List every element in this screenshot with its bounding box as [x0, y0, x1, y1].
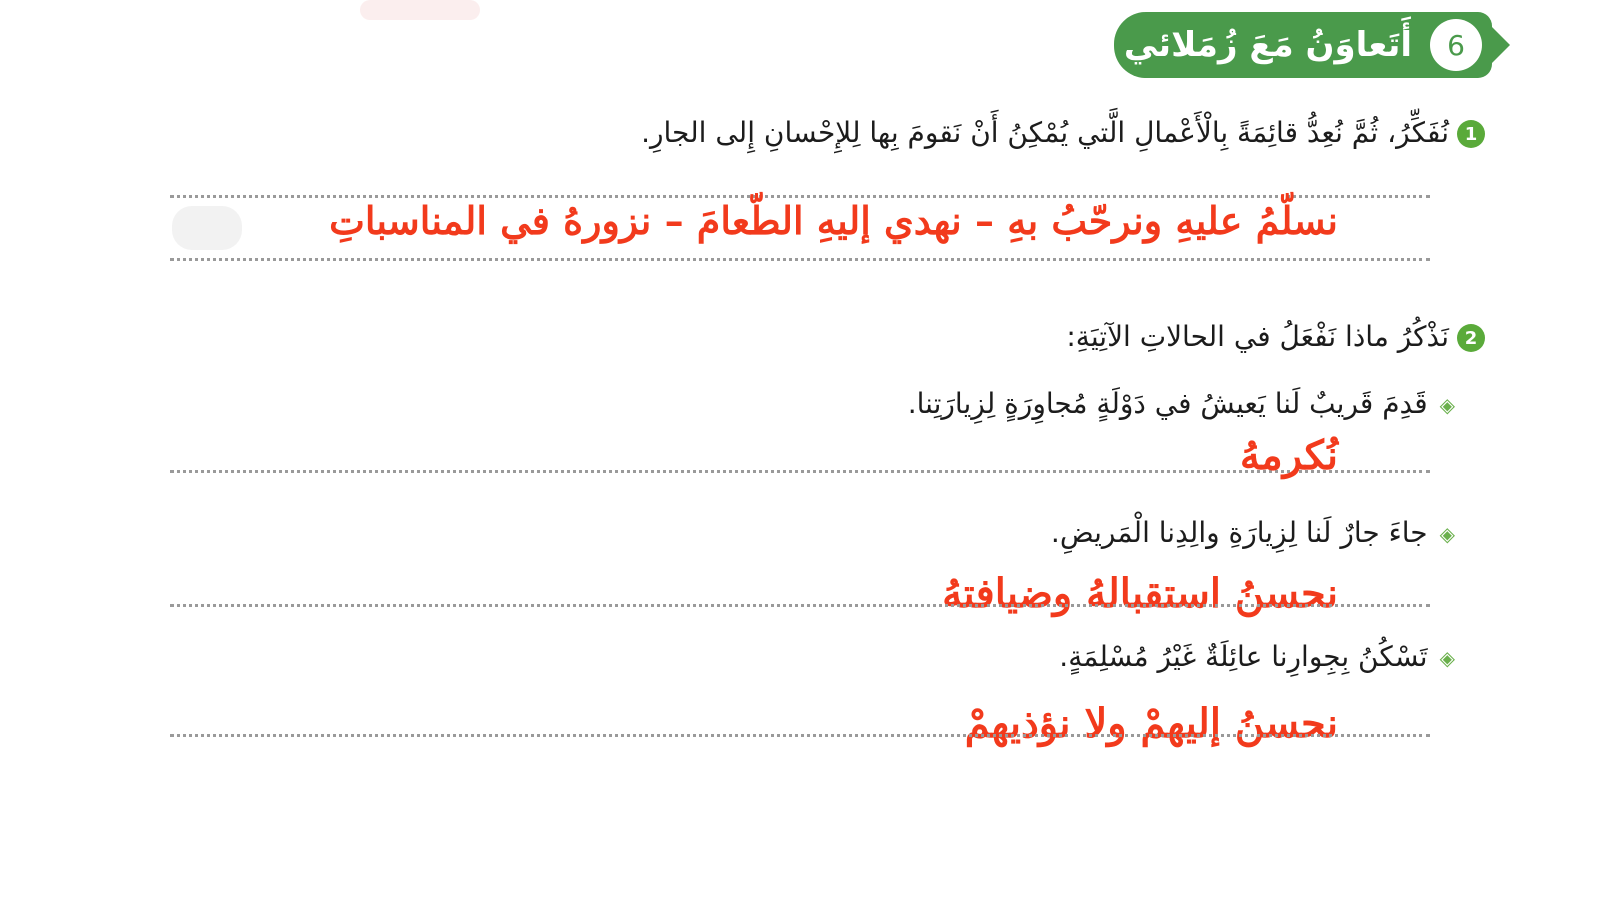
section-number-badge: 6	[1430, 19, 1482, 71]
answer-line	[170, 258, 1430, 261]
section-arrow-icon	[1488, 23, 1510, 67]
question-1-answer: نسلّمُ عليهِ ونرحّبُ بهِ – نهدي إليهِ الطّعامَ – نزورهُ في المناسباتِ	[329, 198, 1338, 243]
diamond-bullet-icon: ◈	[1439, 646, 1455, 670]
case-2	[1051, 516, 1455, 549]
question-1-text: نُفَكِّرُ، ثُمَّ نُعِدُّ قائِمَةً بِالْأَعْمالِ الَّتي يُمْكِنُ أَنْ نَقومَ بِها لِلإِحْسانِ إِلى الجارِ.	[641, 116, 1449, 149]
diamond-bullet-icon: ◈	[1439, 522, 1455, 546]
case-1-answer: نُكرمهُ	[1239, 432, 1338, 479]
case-3-text: تَسْكُنُ بِجِوارِنا عائِلَةٌ غَيْرُ مُسْلِمَةٍ.	[1059, 640, 1428, 673]
answer-line	[170, 604, 1430, 607]
question-1	[641, 116, 1485, 149]
question-number-icon: 1	[1457, 120, 1485, 148]
case-1	[908, 387, 1455, 420]
case-2-text: جاءَ جارٌ لَنا لِزِيارَةِ والِدِنا الْمَريضِ.	[1050, 516, 1428, 549]
case-3	[1059, 640, 1455, 673]
question-2	[1066, 320, 1485, 353]
bleed-through-shape	[172, 206, 242, 250]
bleed-through-shape	[360, 0, 480, 20]
case-2-answer: نحسنُ استقبالهُ وضيافتهُ	[942, 570, 1338, 617]
case-1-text: قَدِمَ قَريبٌ لَنا يَعيشُ في دَوْلَةٍ مُجاوِرَةٍ لِزِيارَتِنا.	[907, 387, 1428, 420]
section-header	[1114, 12, 1492, 78]
answer-line	[170, 734, 1430, 737]
diamond-bullet-icon: ◈	[1439, 393, 1455, 417]
case-3-answer: نحسنُ إليهمْ ولا نؤذيهمْ	[964, 700, 1338, 747]
question-number-icon: 2	[1457, 324, 1485, 352]
question-2-text: نَذْكُرُ ماذا نَفْعَلُ في الحالاتِ الآتِيَةِ:	[1066, 320, 1449, 353]
section-title: أَتَعاوَنُ مَعَ زُمَلائي	[1123, 25, 1412, 65]
